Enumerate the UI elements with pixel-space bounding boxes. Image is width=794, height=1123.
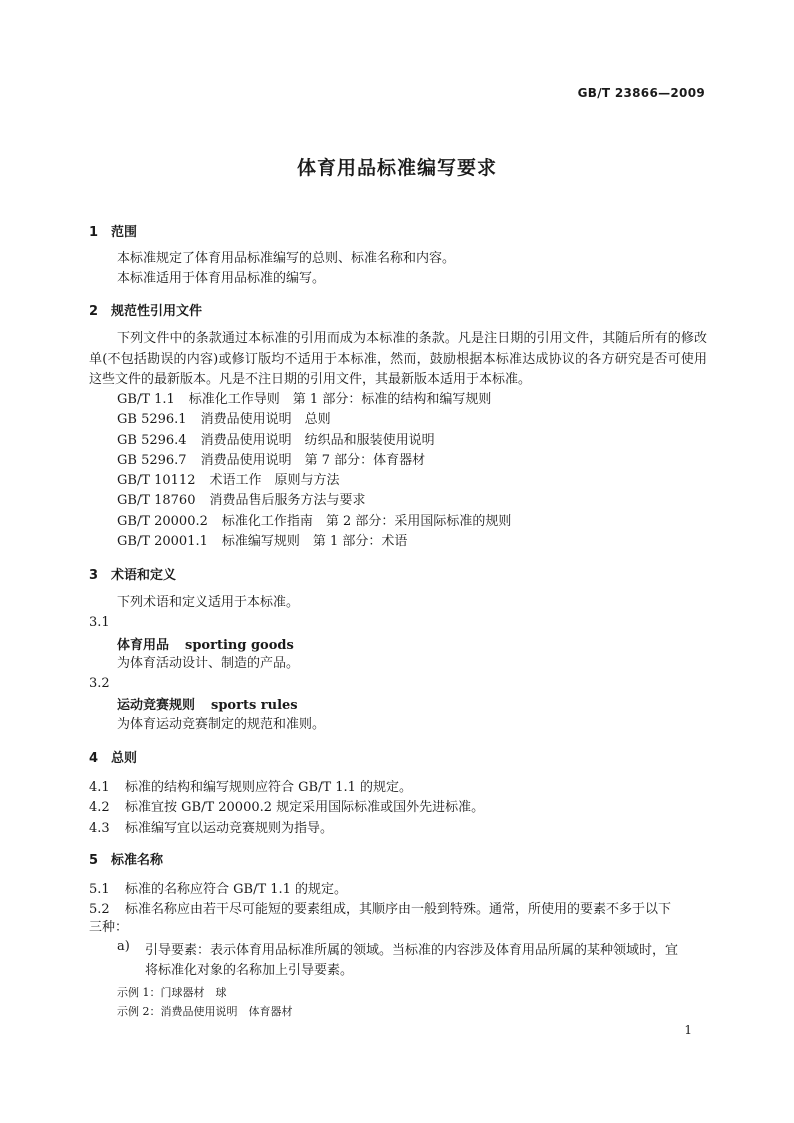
clause-text: 标准名称应由若干尽可能短的要素组成，其顺序由一般到特殊。通常，所使用的要素不多于以下 bbox=[125, 902, 672, 917]
term-zh: 体育用品 bbox=[117, 638, 170, 653]
section-title: 标准名称 bbox=[111, 853, 164, 868]
term-en: sporting goods bbox=[185, 638, 294, 653]
scope-paragraph-1: 本标准规定了体育用品标准编写的总则、标准名称和内容。 bbox=[117, 251, 456, 266]
clause-text-continued: 三种： bbox=[89, 920, 129, 935]
term-heading bbox=[117, 694, 298, 713]
clause-number: 5.1 bbox=[89, 882, 110, 897]
clause-number: 4.1 bbox=[89, 780, 110, 795]
reference-item bbox=[117, 532, 407, 552]
reference-item bbox=[117, 451, 425, 471]
section-title: 总则 bbox=[111, 751, 138, 766]
reference-code: GB/T 20000.2 bbox=[117, 514, 208, 529]
section-number: 2 bbox=[89, 304, 99, 319]
reference-code: GB/T 1.1 bbox=[117, 392, 175, 407]
term-definition: 为体育活动设计、制造的产品。 bbox=[117, 656, 300, 671]
clause bbox=[89, 878, 347, 897]
reference-item bbox=[117, 390, 491, 410]
section-title: 范围 bbox=[111, 225, 138, 240]
reference-code: GB 5296.7 bbox=[117, 453, 187, 468]
reference-item bbox=[117, 410, 331, 430]
section-heading-standard-name bbox=[89, 849, 163, 868]
reference-name: 消费品售后服务方法与要求 bbox=[209, 493, 366, 508]
references-intro-paragraph: 下列文件中的条款通过本标准的引用而成为本标准的条款。凡是注日期的引用文件，其随后所有的修改单(不包括勘误的内容)或修订版均不适用于本标准，然而，鼓励根据本标准达成协议的各方研究是否可使用这些文件的最新版本。凡是不注日期的引用文件，其最新版本适用于本标准。 bbox=[89, 331, 707, 387]
section-number: 3 bbox=[89, 568, 99, 583]
clause bbox=[89, 776, 412, 795]
reference-code: GB/T 20001.1 bbox=[117, 534, 208, 549]
page-title: 体育用品标准编写要求 bbox=[296, 157, 497, 179]
reference-item bbox=[117, 471, 340, 491]
terms-intro: 下列术语和定义适用于本标准。 bbox=[117, 595, 300, 610]
list-item-text: 引导要素：表示体育用品标准所属的领域。当标准的内容涉及体育用品所属的某种领域时，宜 bbox=[145, 943, 679, 958]
clause-number: 5.2 bbox=[89, 902, 110, 917]
clause-text: 标准宜按 GB/T 20000.2 规定采用国际标准或国外先进标准。 bbox=[125, 800, 485, 815]
reference-code: GB/T 18760 bbox=[117, 493, 196, 508]
list-item-label: a) bbox=[117, 939, 130, 954]
reference-name: 标准编写规则 第 1 部分：术语 bbox=[221, 534, 408, 549]
clause-text: 标准的结构和编写规则应符合 GB/T 1.1 的规定。 bbox=[125, 780, 413, 795]
example-2: 示例 2：消费品使用说明 体育器材 bbox=[117, 1005, 293, 1018]
section-heading-general bbox=[89, 747, 137, 766]
reference-code: GB 5296.4 bbox=[117, 433, 187, 448]
section-number: 5 bbox=[89, 853, 99, 868]
scope-paragraph-2: 本标准适用于体育用品标准的编写。 bbox=[117, 271, 326, 286]
term-definition: 为体育运动竞赛制定的规范和准则。 bbox=[117, 717, 326, 732]
section-title: 规范性引用文件 bbox=[111, 304, 203, 319]
clause bbox=[89, 898, 671, 917]
reference-item bbox=[117, 512, 511, 532]
clause-number: 4.2 bbox=[89, 800, 110, 815]
term-heading bbox=[117, 634, 294, 653]
list-item-text-continued: 将标准化对象的名称加上引导要素。 bbox=[145, 963, 354, 978]
clause-text: 标准编写宜以运动竞赛规则为指导。 bbox=[125, 821, 334, 836]
reference-name: 消费品使用说明 第 7 部分：体育器材 bbox=[200, 453, 426, 468]
term-number: 3.1 bbox=[89, 615, 110, 630]
example-1: 示例 1：门球器材 球 bbox=[117, 986, 227, 999]
clause-number: 4.3 bbox=[89, 821, 110, 836]
reference-item bbox=[117, 491, 366, 511]
section-number: 1 bbox=[89, 225, 99, 240]
reference-name: 标准化工作指南 第 2 部分：采用国际标准的规则 bbox=[221, 514, 512, 529]
section-number: 4 bbox=[89, 751, 99, 766]
term-number: 3.2 bbox=[89, 676, 110, 691]
clause bbox=[89, 796, 484, 815]
section-heading-scope bbox=[89, 221, 137, 240]
term-en: sports rules bbox=[211, 698, 298, 713]
clause bbox=[89, 817, 333, 836]
standard-number: GB/T 23866—2009 bbox=[577, 86, 705, 100]
reference-item bbox=[117, 431, 435, 451]
reference-code: GB/T 10112 bbox=[117, 473, 196, 488]
reference-name: 标准化工作导则 第 1 部分：标准的结构和编写规则 bbox=[188, 392, 492, 407]
page-number: 1 bbox=[684, 1023, 692, 1037]
reference-name: 消费品使用说明 总则 bbox=[200, 412, 331, 427]
reference-code: GB 5296.1 bbox=[117, 412, 187, 427]
section-heading-normative-references bbox=[89, 300, 202, 319]
reference-name: 消费品使用说明 纺织品和服装使用说明 bbox=[200, 433, 435, 448]
section-heading-terms bbox=[89, 564, 176, 583]
reference-name: 术语工作 原则与方法 bbox=[209, 473, 340, 488]
section-title: 术语和定义 bbox=[111, 568, 177, 583]
term-zh: 运动竞赛规则 bbox=[117, 698, 196, 713]
clause-text: 标准的名称应符合 GB/T 1.1 的规定。 bbox=[125, 882, 348, 897]
